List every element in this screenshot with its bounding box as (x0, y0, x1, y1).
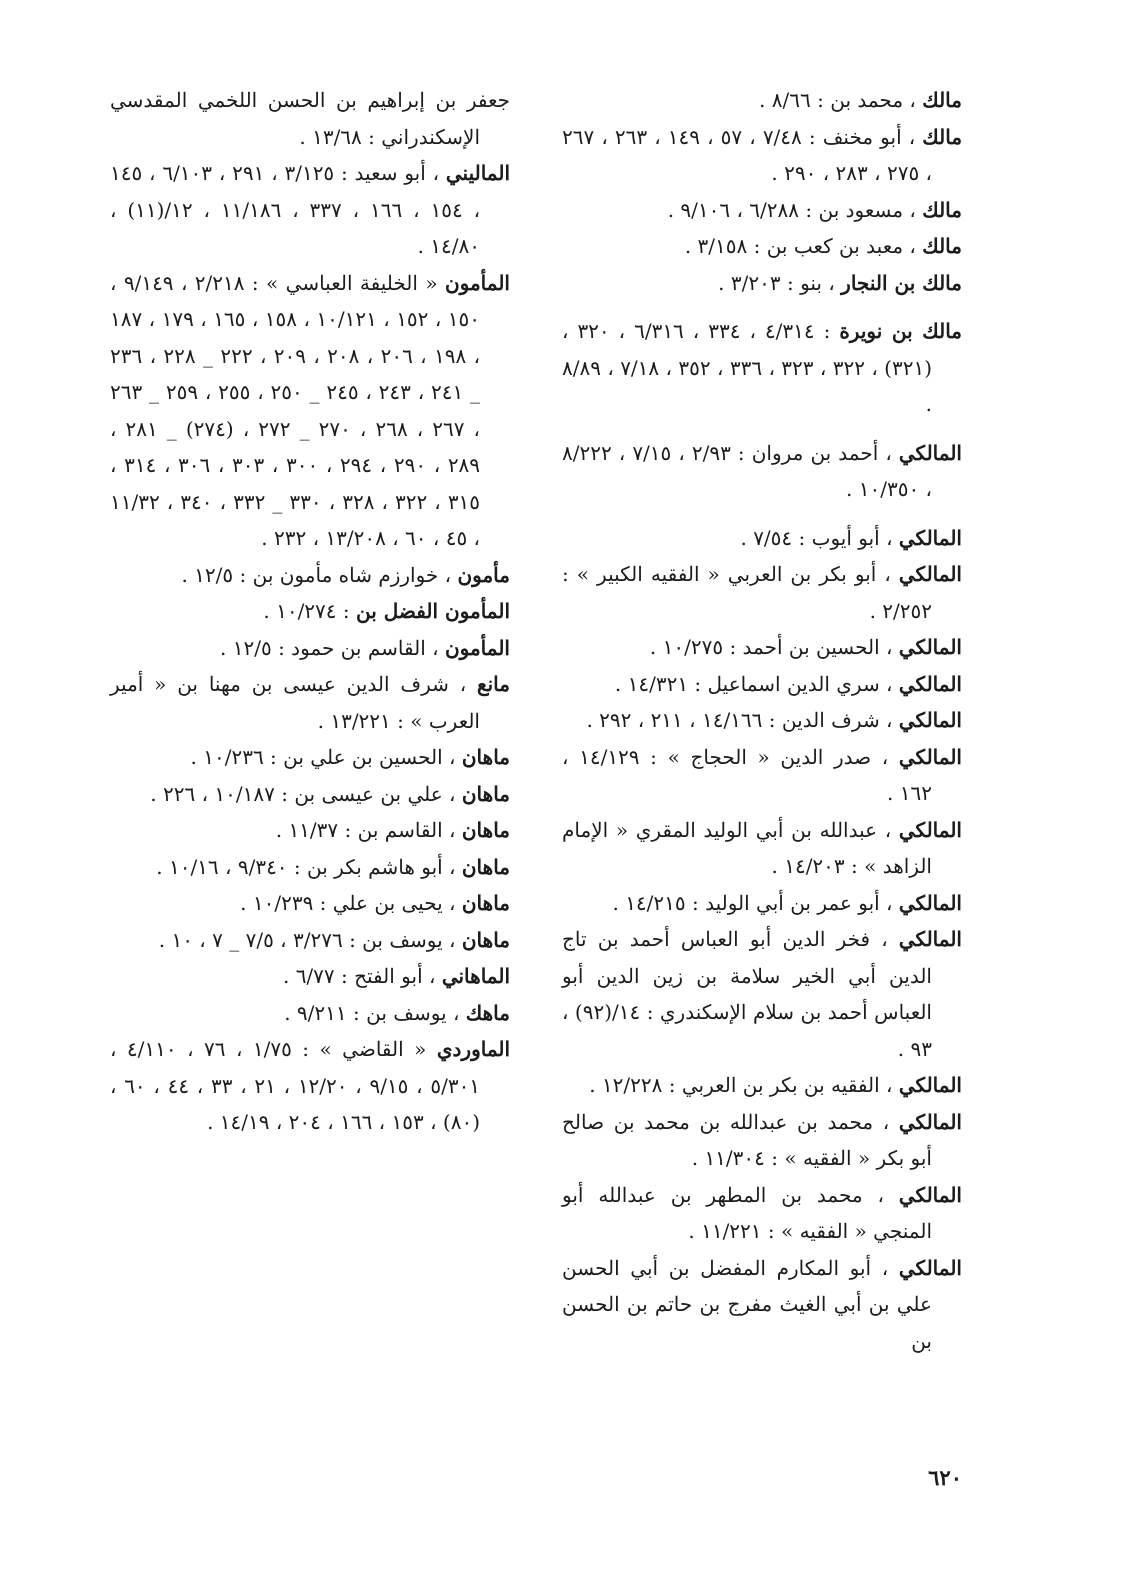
entry-text: ، أبو أيوب : ٧/٥٤ . (740, 525, 899, 550)
entry-text: « الخليفة العباسي » : ٢/٢١٨ ، ٩/١٤٩ ، ١٥٠ ، ١٥٢ ، ١٠/١٢١ ، ١٥٨ ، ١٦٥ ، ١٧٩ ، ١٨٧ ، ١٩٨ ، ٢٠٦ ، ٢٠٨ ، ٢٠٩ ، ٢٢٢ _ ٢٢٨ ، ٢٣٦ _ ٢٤١ ، ٢٤٣ ، ٢٤٥ _ ٢٥٠ ، ٢٥٥ ، ٢٥٩ _ ٢٦٣ ، ٢٦٧ ، ٢٦٨ ، ٢٧٠ _ ٢٧٢ ، (٢٧٤) _ ٢٨١ ، ٢٨٩ ، ٢٩٠ ، ٢٩٤ ، ٣٠٠ ، ٣٠٣ ، ٣٠٦ ، ٣١٤ ، ٣١٥ ، ٣٢٢ ، ٣٢٨ ، ٣٣٠ _ ٣٣٢ ، ٣٤٠ ، ١١/٣٢ ، ٤٥ ، ٦٠ ، ١٣/٢٠٨ ، ٢٣٢ . (110, 270, 481, 550)
entry-text: ، صدر الدين « الحجاج » : ١٤/١٢٩ ، ١٦٢ . (562, 744, 932, 805)
index-entry (110, 630, 510, 667)
entry-text: ، أبو الفتح : ٦/٧٧ . (282, 964, 442, 988)
index-entry (562, 702, 962, 739)
entry-text: ، أبو عمر بن أبي الوليد : ١٤/٢١٥ . (612, 890, 899, 915)
index-entry (110, 265, 510, 557)
entry-heading: الماهاني (441, 964, 510, 988)
index-entry (110, 593, 510, 630)
entry-heading: ماهان (461, 927, 510, 952)
entry-heading: المالكي (898, 890, 962, 915)
index-entry (110, 958, 510, 995)
entry-text: ، أبو المكارم المفضل بن أبي الحسن علي بن أبي الغيث مفرج بن حاتم بن الحسن بن (562, 1255, 932, 1353)
entry-heading: المالكي (898, 562, 962, 586)
index-column-left (110, 82, 510, 1141)
entry-text: ، القاسم بن : ١١/٣٧ . (275, 818, 462, 842)
entry-text: ، يحيى بن علي : ١٠/٢٣٩ . (240, 891, 462, 915)
entry-heading: المالكي (898, 817, 962, 842)
index-entry (562, 313, 962, 423)
entry-heading: ماهان (461, 818, 510, 842)
entry-heading: مالك بن النجار (841, 270, 962, 295)
entry-text: ، الحسين بن علي بن : ١٠/٢٣٦ . (190, 745, 462, 769)
entry-text: ، أبو سعيد : ٣/١٢٥ ، ٢٩١ ، ٦/١٠٣ ، ١٤٥ ، ١٥٤ ، ١٦٦ ، ٣٣٧ ، ١١/١٨٦ ، ١٢/(١١) ، ١٤/٨٠ . (110, 161, 481, 258)
entry-text: جعفر بن إبراهيم بن الحسن اللخمي المقدسي الإسكندراني : ١٣/٦٨ . (110, 88, 510, 149)
entry-heading: مالك (922, 197, 962, 222)
entry-text: ، محمد بن : ٨/٦٦ . (759, 88, 923, 112)
entry-heading: المأمون (444, 270, 510, 295)
index-entry (562, 1177, 962, 1250)
entry-text: ، شرف الدين عيسى بن مهنا بن « أمير العرب » : ١٣/٢٢١ . (110, 672, 480, 733)
index-entry (562, 1250, 962, 1360)
index-entry (562, 1067, 962, 1104)
entry-text: ، يوسف بن : ٩/٢١١ . (284, 1000, 466, 1025)
entry-text: ، معبد بن كعب بن : ٣/١٥٨ . (684, 234, 923, 258)
index-entry (110, 922, 510, 959)
entry-heading: المالیني (445, 161, 511, 185)
entry-text: ، عبدالله بن أبي الوليد المقري « الإمام الزاهد » : ١٤/٢٠٣ . (562, 817, 932, 878)
index-entry (110, 666, 510, 739)
entry-heading: المأمون (444, 635, 510, 660)
entry-text: ، فخر الدين أبو العباس أحمد بن تاج الدين أبي الخير سلامة بن زين الدين أبو العباس أحمد بن سلام الإسكندري : ١٤/(٩٢) ، ٩٣ . (562, 927, 932, 1061)
index-entry (110, 776, 510, 813)
entry-heading: ماهان (461, 891, 510, 915)
entry-text: ، أبو مخنف : ٧/٤٨ ، ٥٧ ، ١٤٩ ، ٢٦٣ ، ٢٦٧ ، ٢٧٥ ، ٢٨٣ ، ٢٩٠ . (562, 124, 932, 185)
index-entry (562, 520, 962, 557)
entry-heading: المأمون الفضل بن (355, 599, 510, 623)
entry-heading: المالكي (898, 440, 962, 465)
entry-heading: الماوردي (436, 1037, 511, 1061)
index-entry (562, 119, 962, 192)
index-entry (562, 435, 962, 508)
entry-heading: المالكي (898, 744, 962, 769)
entry-heading: مالك بن نويرة (839, 319, 963, 343)
index-entry (562, 82, 962, 119)
index-entry (562, 265, 962, 302)
entry-text: « القاضي » : ١/٧٥ ، ٧٦ ، ٤/١١٠ ، ٥/٣٠١ ، ٩/١٥ ، ١٢/٢٠ ، ٢١ ، ٣٣ ، ٤٤ ، ٦٠ ، (٨٠) ، ١٥٣ ، ١٦٦ ، ٢٠٤ ، ١٤/١٩ . (110, 1037, 481, 1134)
entry-text: ، علي بن عيسى بن : ١٠/١٨٧ ، ٢٢٦ . (150, 781, 462, 806)
entry-heading: المالكي (898, 1109, 962, 1134)
entry-heading: المالكي (898, 671, 962, 696)
entry-heading: مالك (922, 88, 962, 112)
entry-heading: مانع (476, 672, 510, 696)
index-column-right (562, 82, 962, 1359)
entry-heading: مالك (922, 124, 963, 149)
entry-text: ، يوسف بن : ٣/٢٧٦ ، ٧/٥ _ ٧ ، ١٠ . (158, 927, 462, 952)
entry-text: ، الفقيه بن بكر بن العربي : ١٢/٢٢٨ . (589, 1073, 899, 1097)
index-entry (562, 192, 962, 229)
index-entry (562, 1104, 962, 1177)
entry-text: ، محمد بن عبدالله بن محمد بن صالح أبو بكر « الفقيه » : ١١/٣٠٤ . (562, 1109, 932, 1170)
index-entry (110, 82, 510, 155)
entry-text: ، سري الدين اسماعيل : ١٤/٣٢١ . (614, 671, 899, 696)
entry-text: ، الحسين بن أحمد : ١٠/٢٧٥ . (649, 635, 899, 659)
entry-heading: المالكي (898, 1073, 962, 1097)
entry-heading: ماهان (461, 854, 510, 879)
index-entry (110, 1031, 510, 1141)
index-entry (562, 812, 962, 885)
index-entry (110, 849, 510, 886)
index-entry (110, 812, 510, 849)
entry-heading: ماهان (461, 745, 510, 769)
entry-heading: ماهك (465, 1000, 510, 1025)
entry-heading: مأمون (457, 562, 510, 587)
index-entry (562, 885, 962, 922)
index-entry (110, 155, 510, 265)
index-entry (562, 666, 962, 703)
index-entry (562, 739, 962, 812)
entry-heading: المالكي (898, 525, 962, 550)
index-entry (110, 995, 510, 1032)
entry-text: : ١٠/٢٧٤ . (263, 599, 356, 623)
entry-heading: ماهان (461, 781, 510, 806)
entry-heading: مالك (922, 234, 962, 258)
page-number: ٦٢٠ (928, 1465, 962, 1490)
entry-text: ، محمد بن المطهر بن عبدالله أبو المنجي « الفقيه » : ١١/٢٢١ . (562, 1182, 932, 1243)
index-entry (110, 739, 510, 776)
entry-text: ، بنو : ٣/٢٠٣ . (718, 270, 842, 295)
entry-text: ، خوارزم شاه مأمون بن : ١٢/٥ . (181, 562, 458, 587)
entry-text: ، مسعود بن : ٦/٢٨٨ ، ٩/١٠٦ . (667, 197, 923, 222)
entry-text: ، أحمد بن مروان : ٢/٩٣ ، ٧/١٥ ، ٨/٢٢٢ ، ١٠/٣٥٠ . (562, 440, 932, 501)
index-entry (110, 885, 510, 922)
entry-text: ، أبو بكر بن العربي « الفقيه الكبير » : ٢/٢٥٢ . (562, 562, 932, 623)
entry-heading: المالكي (898, 635, 962, 659)
entry-text: : ٤/٣١٤ ، ٣٣٤ ، ٦/٣١٦ ، ٣٢٠ ، (٣٢١) ، ٣٢٢ ، ٣٢٣ ، ٣٣٦ ، ٣٥٢ ، ٧/١٨ ، ٨/٨٩ . (562, 319, 933, 416)
entry-heading: المالكي (898, 927, 962, 951)
index-entry (562, 921, 962, 1067)
index-entry (110, 557, 510, 594)
entry-heading: المالكي (898, 1182, 962, 1207)
index-entry (562, 228, 962, 265)
index-entry (562, 629, 962, 666)
entry-text: ، شرف الدين : ١٤/١٦٦ ، ٢١١ ، ٢٩٢ . (586, 708, 899, 732)
entry-text: ، أبو هاشم بكر بن : ٩/٣٤٠ ، ١٠/١٦ . (156, 854, 462, 879)
entry-text: ، القاسم بن حمود : ١٢/٥ . (220, 635, 445, 660)
index-entry (562, 556, 962, 629)
entry-heading: المالكي (898, 708, 962, 732)
entry-heading: المالكي (898, 1255, 962, 1280)
